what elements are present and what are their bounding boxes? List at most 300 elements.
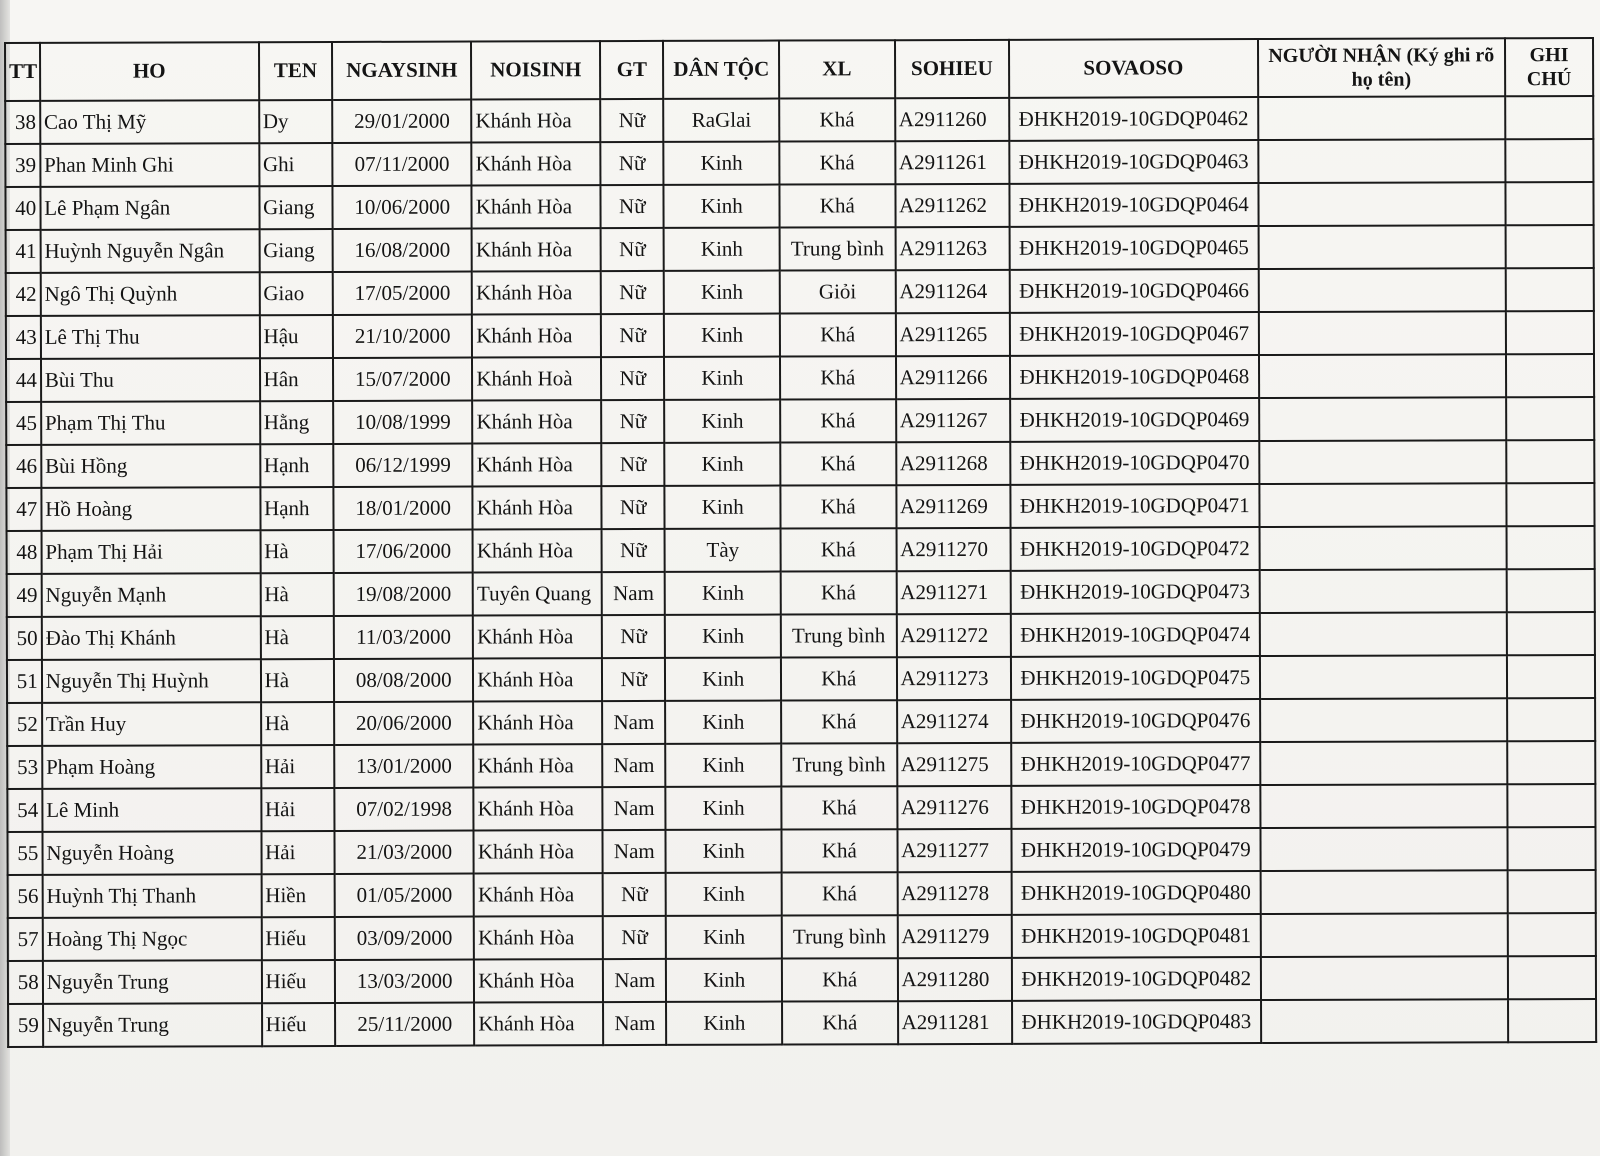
cell-noisinh: Khánh Hòa (472, 142, 601, 185)
header-row (5, 38, 1593, 101)
cell-tt: 58 (8, 961, 43, 1004)
cell-ngaysinh: 21/03/2000 (335, 831, 474, 874)
cell-sohieu: A2911280 (897, 958, 1012, 1001)
cell-nguoinhan (1261, 999, 1509, 1043)
cell-ghichu (1506, 397, 1594, 440)
cell-dantoc: Kinh (664, 357, 780, 400)
cell-noisinh: Khánh Hòa (473, 615, 602, 658)
cell-sovaoso: ĐHKH2019-10GDQP0481 (1012, 914, 1261, 958)
cell-nguoinhan (1260, 741, 1508, 785)
cell-sovaoso: ĐHKH2019-10GDQP0480 (1012, 871, 1261, 915)
table-row (5, 96, 1593, 144)
cell-ngaysinh: 11/03/2000 (334, 616, 473, 659)
cell-nguoinhan (1258, 182, 1506, 226)
cell-sohieu: A2911262 (895, 184, 1010, 227)
cell-ten: Hà (261, 659, 335, 702)
cell-ten: Hà (260, 530, 334, 573)
cell-sohieu: A2911268 (896, 442, 1011, 485)
cell-ghichu (1505, 96, 1593, 139)
header-xl: XL (779, 40, 895, 98)
cell-ho: Lê Minh (42, 788, 261, 832)
cell-tt: 48 (7, 531, 42, 574)
cell-nguoinhan (1259, 354, 1507, 398)
cell-ten: Hiếu (261, 960, 335, 1003)
cell-nguoinhan (1258, 139, 1506, 183)
cell-gt: Nữ (603, 873, 667, 916)
cell-dantoc: Kinh (665, 615, 781, 658)
cell-noisinh: Tuyên Quang (473, 572, 602, 615)
cell-dantoc: Kinh (666, 1002, 782, 1045)
cell-ngaysinh: 15/07/2000 (333, 358, 472, 401)
cell-ho: Nguyễn Trung (43, 960, 262, 1004)
cell-gt: Nam (603, 959, 667, 1002)
cell-ghichu (1506, 526, 1594, 569)
table-row (5, 182, 1593, 230)
cell-sovaoso: ĐHKH2019-10GDQP0470 (1010, 441, 1259, 485)
cell-ghichu (1506, 354, 1594, 397)
cell-ngaysinh: 16/08/2000 (333, 229, 472, 272)
cell-noisinh: Khánh Hòa (472, 314, 601, 357)
cell-ghichu (1508, 999, 1596, 1042)
cell-xl: Trung bình (781, 743, 897, 786)
table-row (6, 268, 1594, 316)
header-sohieu: SOHIEU (895, 40, 1010, 98)
cell-nguoinhan (1258, 268, 1506, 312)
cell-noisinh: Khánh Hòa (473, 701, 602, 744)
cell-ho: Phạm Hoàng (42, 745, 261, 789)
cell-tt: 55 (7, 832, 42, 875)
cell-ghichu (1505, 182, 1593, 225)
cell-ten: Giao (259, 272, 333, 315)
roster-sheet (4, 37, 1597, 1048)
cell-sohieu: A2911270 (896, 528, 1011, 571)
roster-body (5, 96, 1596, 1047)
cell-xl: Khá (780, 485, 896, 528)
cell-xl: Khá (780, 313, 896, 356)
cell-dantoc: Kinh (666, 830, 782, 873)
cell-nguoinhan (1260, 827, 1508, 871)
table-row (7, 569, 1595, 617)
cell-tt: 39 (5, 144, 40, 187)
table-row (7, 526, 1595, 574)
student-roster-table (4, 37, 1597, 1048)
cell-sovaoso: ĐHKH2019-10GDQP0468 (1010, 355, 1259, 399)
cell-sovaoso: ĐHKH2019-10GDQP0466 (1010, 269, 1259, 313)
cell-ngaysinh: 08/08/2000 (334, 659, 473, 702)
cell-ten: Hạnh (260, 444, 334, 487)
cell-sohieu: A2911273 (896, 657, 1011, 700)
cell-gt: Nữ (600, 142, 664, 185)
cell-noisinh: Khánh Hòa (473, 744, 602, 787)
cell-ten: Hà (260, 616, 334, 659)
cell-gt: Nữ (601, 185, 665, 228)
cell-ghichu (1508, 870, 1596, 913)
cell-ngaysinh: 13/01/2000 (334, 745, 473, 788)
cell-xl: Khá (780, 442, 896, 485)
cell-dantoc: RaGlai (664, 99, 780, 142)
cell-ten: Hạnh (260, 487, 334, 530)
cell-ten: Hiếu (262, 1003, 336, 1046)
cell-ho: Nguyễn Thị Huỳnh (42, 659, 261, 703)
cell-ngaysinh: 07/02/1998 (335, 788, 474, 831)
cell-xl: Khá (781, 700, 897, 743)
table-row (7, 698, 1595, 746)
cell-gt: Nam (602, 787, 666, 830)
cell-dantoc: Kinh (664, 228, 780, 271)
cell-ngaysinh: 21/10/2000 (333, 315, 472, 358)
cell-ho: Hồ Hoàng (41, 487, 260, 531)
cell-ghichu (1506, 440, 1594, 483)
cell-noisinh: Khánh Hòa (472, 400, 601, 443)
cell-xl: Khá (781, 528, 897, 571)
header-tt: TT (5, 43, 40, 101)
table-row (5, 139, 1593, 187)
cell-sovaoso: ĐHKH2019-10GDQP0469 (1010, 398, 1259, 442)
cell-sovaoso: ĐHKH2019-10GDQP0471 (1010, 484, 1259, 528)
cell-ho: Cao Thị Mỹ (40, 100, 259, 144)
cell-ten: Hiếu (261, 917, 335, 960)
header-ngaysinh: NGAYSINH (332, 42, 471, 100)
cell-sohieu: A2911271 (896, 571, 1011, 614)
cell-noisinh: Khánh Hòa (474, 916, 603, 959)
cell-ho: Trần Huy (42, 702, 261, 746)
cell-noisinh: Khánh Hòa (474, 959, 603, 1002)
cell-ten: Giang (259, 229, 333, 272)
cell-dantoc: Kinh (665, 486, 781, 529)
cell-dantoc: Kinh (665, 572, 781, 615)
cell-sovaoso: ĐHKH2019-10GDQP0463 (1009, 140, 1258, 184)
cell-dantoc: Kinh (666, 916, 782, 959)
table-row (8, 956, 1596, 1004)
cell-gt: Nam (602, 701, 666, 744)
table-row (6, 440, 1594, 488)
cell-nguoinhan (1260, 956, 1508, 1000)
cell-xl: Khá (780, 399, 896, 442)
cell-ngaysinh: 29/01/2000 (332, 100, 471, 143)
cell-ghichu (1507, 827, 1595, 870)
table-row (7, 784, 1595, 832)
cell-ten: Hằng (260, 401, 334, 444)
cell-dantoc: Kinh (664, 142, 780, 185)
cell-tt: 49 (7, 574, 42, 617)
cell-sovaoso: ĐHKH2019-10GDQP0473 (1011, 570, 1260, 614)
cell-tt: 43 (6, 316, 41, 359)
cell-dantoc: Kinh (664, 185, 780, 228)
cell-gt: Nữ (601, 271, 665, 314)
cell-nguoinhan (1260, 913, 1508, 957)
cell-xl: Khá (780, 356, 896, 399)
cell-dantoc: Kinh (666, 744, 782, 787)
cell-ten: Hà (261, 702, 335, 745)
cell-ho: Bùi Hồng (41, 444, 260, 488)
cell-tt: 42 (6, 273, 41, 316)
cell-gt: Nữ (601, 486, 665, 529)
table-row (6, 483, 1594, 531)
table-row (6, 311, 1594, 359)
cell-sohieu: A2911265 (895, 313, 1010, 356)
cell-noisinh: Khánh Hòa (473, 443, 602, 486)
cell-ho: Ngô Thị Quỳnh (40, 272, 259, 316)
table-row (7, 612, 1595, 660)
cell-ho: Phan Minh Ghi (40, 143, 259, 187)
cell-xl: Khá (781, 829, 897, 872)
cell-noisinh: Khánh Hòa (474, 1002, 603, 1045)
cell-gt: Nữ (600, 99, 664, 142)
cell-sohieu: A2911279 (897, 915, 1012, 958)
header-gt: GT (600, 41, 664, 99)
header-dantoc: DÂN TỘC (663, 41, 779, 99)
cell-ho: Phạm Thị Hải (41, 530, 260, 574)
cell-xl: Khá (781, 657, 897, 700)
cell-xl: Trung bình (781, 614, 897, 657)
cell-xl: Khá (781, 571, 897, 614)
cell-ngaysinh: 17/06/2000 (334, 530, 473, 573)
cell-xl: Trung bình (782, 915, 898, 958)
cell-ten: Hải (261, 745, 335, 788)
cell-ghichu (1507, 741, 1595, 784)
cell-sovaoso: ĐHKH2019-10GDQP0482 (1012, 957, 1261, 1001)
cell-tt: 41 (6, 230, 41, 273)
cell-gt: Nam (602, 744, 666, 787)
cell-dantoc: Kinh (665, 658, 781, 701)
cell-noisinh: Khánh Hòa (473, 529, 602, 572)
cell-xl: Khá (779, 98, 895, 141)
cell-nguoinhan (1259, 655, 1507, 699)
cell-sovaoso: ĐHKH2019-10GDQP0476 (1011, 699, 1260, 743)
table-row (8, 999, 1596, 1047)
cell-dantoc: Kinh (665, 400, 781, 443)
cell-ho: Phạm Thị Thu (41, 401, 260, 445)
cell-ngaysinh: 25/11/2000 (335, 1003, 474, 1046)
cell-tt: 44 (6, 359, 41, 402)
cell-noisinh: Khánh Hòa (471, 99, 600, 142)
cell-sohieu: A2911269 (896, 485, 1011, 528)
cell-sohieu: A2911264 (895, 270, 1010, 313)
cell-nguoinhan (1258, 311, 1506, 355)
cell-gt: Nữ (601, 400, 665, 443)
cell-sohieu: A2911281 (898, 1001, 1013, 1044)
cell-sohieu: A2911263 (895, 227, 1010, 270)
cell-ten: Hậu (259, 315, 333, 358)
cell-ghichu (1505, 139, 1593, 182)
cell-sohieu: A2911267 (896, 399, 1011, 442)
cell-ten: Hiền (261, 874, 335, 917)
cell-ten: Giang (259, 186, 333, 229)
cell-ho: Đào Thị Khánh (42, 616, 261, 660)
cell-ngaysinh: 01/05/2000 (335, 874, 474, 917)
cell-sohieu: A2911274 (897, 700, 1012, 743)
cell-tt: 51 (7, 660, 42, 703)
cell-ten: Hà (260, 573, 334, 616)
cell-ngaysinh: 19/08/2000 (334, 573, 473, 616)
cell-nguoinhan (1259, 483, 1507, 527)
cell-sovaoso: ĐHKH2019-10GDQP0477 (1011, 742, 1260, 786)
header-ghichu: GHI CHÚ (1505, 38, 1593, 96)
cell-ten: Hải (261, 788, 335, 831)
cell-tt: 59 (8, 1004, 43, 1047)
cell-nguoinhan (1260, 784, 1508, 828)
table-row (8, 870, 1596, 918)
cell-dantoc: Kinh (666, 787, 782, 830)
cell-noisinh: Khánh Hòa (472, 228, 601, 271)
cell-ho: Nguyễn Trung (43, 1003, 262, 1047)
cell-sovaoso: ĐHKH2019-10GDQP0483 (1012, 1000, 1261, 1044)
cell-ho: Huỳnh Thị Thanh (42, 874, 261, 918)
cell-dantoc: Kinh (666, 701, 782, 744)
cell-tt: 50 (7, 617, 42, 660)
table-row (7, 741, 1595, 789)
cell-sohieu: A2911261 (895, 141, 1010, 184)
cell-ten: Ghi (259, 143, 333, 186)
cell-tt: 47 (6, 488, 41, 531)
cell-ngaysinh: 18/01/2000 (334, 487, 473, 530)
cell-sovaoso: ĐHKH2019-10GDQP0474 (1011, 613, 1260, 657)
cell-sohieu: A2911272 (896, 614, 1011, 657)
table-row (6, 397, 1594, 445)
cell-tt: 53 (7, 746, 42, 789)
cell-ngaysinh: 03/09/2000 (335, 917, 474, 960)
cell-sovaoso: ĐHKH2019-10GDQP0472 (1011, 527, 1260, 571)
cell-ghichu (1507, 698, 1595, 741)
cell-gt: Nam (603, 830, 667, 873)
cell-tt: 54 (7, 789, 42, 832)
cell-ghichu (1507, 655, 1595, 698)
cell-tt: 57 (8, 918, 43, 961)
cell-ngaysinh: 13/03/2000 (335, 960, 474, 1003)
cell-gt: Nữ (601, 443, 665, 486)
cell-dantoc: Kinh (666, 959, 782, 1002)
table-row (6, 225, 1594, 273)
cell-noisinh: Khánh Hoà (472, 357, 601, 400)
cell-ho: Huỳnh Nguyễn Ngân (40, 229, 259, 273)
cell-noisinh: Khánh Hòa (473, 486, 602, 529)
cell-xl: Khá (782, 958, 898, 1001)
cell-ngaysinh: 07/11/2000 (333, 143, 472, 186)
table-row (8, 913, 1596, 961)
table-row (7, 827, 1595, 875)
cell-nguoinhan (1258, 225, 1506, 269)
header-ho: HO (40, 42, 259, 101)
cell-sohieu: A2911266 (896, 356, 1011, 399)
cell-ghichu (1507, 569, 1595, 612)
cell-nguoinhan (1259, 397, 1507, 441)
cell-ho: Bùi Thu (41, 358, 260, 402)
cell-tt: 56 (8, 875, 43, 918)
cell-ho: Hoàng Thị Ngọc (43, 917, 262, 961)
cell-ngaysinh: 17/05/2000 (333, 272, 472, 315)
cell-nguoinhan (1258, 96, 1506, 140)
cell-noisinh: Khánh Hòa (474, 830, 603, 873)
cell-ghichu (1507, 612, 1595, 655)
header-sovaoso: SOVAOSO (1009, 39, 1258, 98)
cell-nguoinhan (1259, 612, 1507, 656)
cell-sohieu: A2911275 (897, 743, 1012, 786)
cell-gt: Nữ (601, 357, 665, 400)
cell-tt: 45 (6, 402, 41, 445)
cell-gt: Nữ (602, 529, 666, 572)
cell-xl: Trung bình (780, 227, 896, 270)
cell-ho: Lê Thị Thu (41, 315, 260, 359)
cell-noisinh: Khánh Hòa (473, 658, 602, 701)
cell-ghichu (1506, 311, 1594, 354)
cell-ngaysinh: 10/06/2000 (333, 186, 472, 229)
cell-gt: Nữ (601, 228, 665, 271)
header-noisinh: NOISINH (471, 41, 600, 99)
cell-sohieu: A2911278 (897, 872, 1012, 915)
cell-xl: Khá (782, 1001, 898, 1044)
table-row (7, 655, 1595, 703)
cell-xl: Khá (779, 141, 895, 184)
cell-tt: 46 (6, 445, 41, 488)
cell-nguoinhan (1259, 526, 1507, 570)
cell-nguoinhan (1259, 569, 1507, 613)
cell-gt: Nữ (603, 916, 667, 959)
cell-ghichu (1506, 483, 1594, 526)
cell-tt: 38 (5, 101, 40, 144)
table-row (6, 354, 1594, 402)
cell-sovaoso: ĐHKH2019-10GDQP0479 (1012, 828, 1261, 872)
cell-ghichu (1508, 913, 1596, 956)
cell-tt: 52 (7, 703, 42, 746)
cell-ho: Nguyễn Mạnh (41, 573, 260, 617)
cell-dantoc: Kinh (666, 873, 782, 916)
cell-ghichu (1508, 956, 1596, 999)
cell-gt: Nữ (602, 615, 666, 658)
cell-nguoinhan (1259, 440, 1507, 484)
cell-gt: Nam (602, 572, 666, 615)
cell-ngaysinh: 06/12/1999 (333, 444, 472, 487)
cell-sovaoso: ĐHKH2019-10GDQP0465 (1010, 226, 1259, 270)
cell-gt: Nữ (602, 658, 666, 701)
header-ten: TEN (259, 42, 333, 100)
cell-ten: Hân (260, 358, 334, 401)
cell-ho: Nguyễn Hoàng (42, 831, 261, 875)
cell-ten: Hải (261, 831, 335, 874)
cell-dantoc: Tày (665, 529, 781, 572)
cell-nguoinhan (1260, 698, 1508, 742)
cell-ten: Dy (259, 100, 333, 143)
cell-sovaoso: ĐHKH2019-10GDQP0475 (1011, 656, 1260, 700)
cell-xl: Khá (779, 184, 895, 227)
cell-nguoinhan (1260, 870, 1508, 914)
cell-sovaoso: ĐHKH2019-10GDQP0478 (1011, 785, 1260, 829)
cell-ngaysinh: 20/06/2000 (334, 702, 473, 745)
cell-dantoc: Kinh (665, 443, 781, 486)
header-nguoinhan: NGƯỜI NHẬN (Ký ghi rõ họ tên) (1258, 38, 1506, 97)
cell-ho: Lê Phạm Ngân (40, 186, 259, 230)
cell-xl: Khá (782, 872, 898, 915)
cell-dantoc: Kinh (664, 271, 780, 314)
cell-xl: Giỏi (780, 270, 896, 313)
cell-noisinh: Khánh Hòa (472, 271, 601, 314)
cell-sovaoso: ĐHKH2019-10GDQP0467 (1010, 312, 1259, 356)
cell-sohieu: A2911276 (897, 786, 1012, 829)
cell-ghichu (1507, 784, 1595, 827)
cell-gt: Nữ (601, 314, 665, 357)
cell-sovaoso: ĐHKH2019-10GDQP0464 (1009, 183, 1258, 227)
cell-sohieu: A2911260 (895, 98, 1010, 141)
cell-dantoc: Kinh (664, 314, 780, 357)
cell-sovaoso: ĐHKH2019-10GDQP0462 (1009, 97, 1258, 141)
cell-noisinh: Khánh Hòa (472, 185, 601, 228)
cell-sohieu: A2911277 (897, 829, 1012, 872)
cell-noisinh: Khánh Hòa (474, 873, 603, 916)
cell-ghichu (1506, 225, 1594, 268)
cell-tt: 40 (5, 187, 40, 230)
cell-gt: Nam (603, 1002, 667, 1045)
cell-ghichu (1506, 268, 1594, 311)
cell-noisinh: Khánh Hòa (474, 787, 603, 830)
